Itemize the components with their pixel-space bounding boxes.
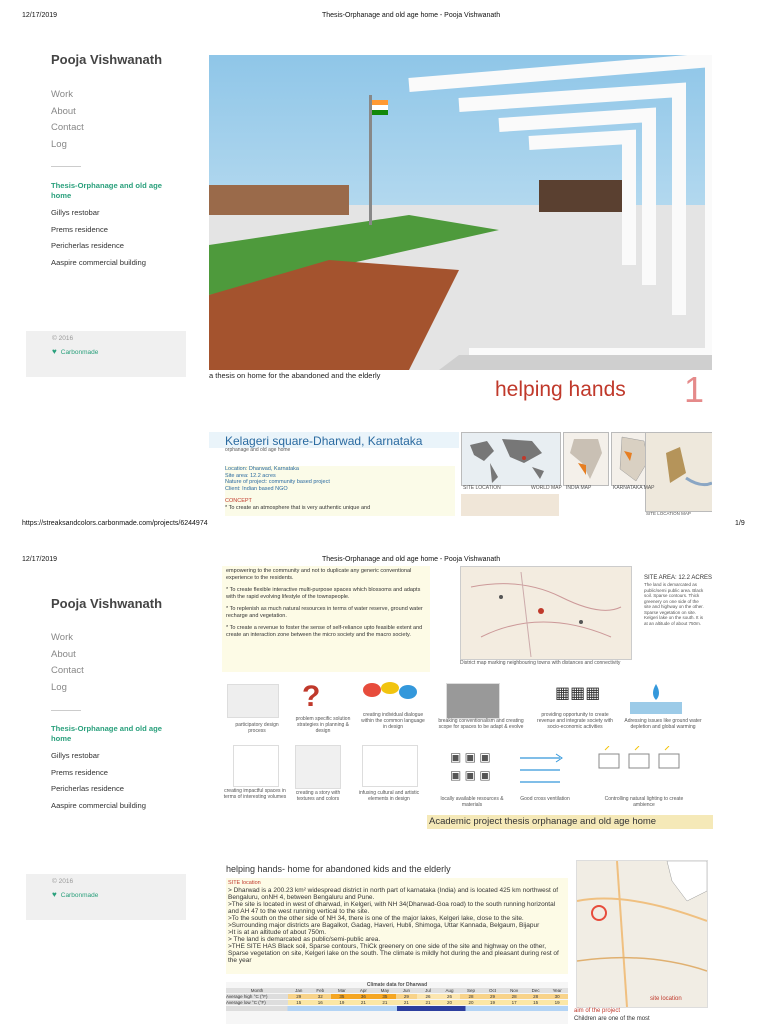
climate-row-high: Average high °C (°F) 29 32 35 36 35 29 26 26 28 29 28 28 30 — [226, 994, 568, 999]
render-image — [209, 55, 712, 370]
slide2 — [209, 432, 712, 516]
project-list-2 — [51, 724, 181, 814]
nav-contact-2[interactable]: Contact — [51, 665, 84, 676]
climate-row-low: Average low °C (°F) 15 16 19 21 21 21 21 20 20 19 17 15 19 — [226, 1000, 568, 1005]
lighting-icon — [595, 746, 705, 786]
icon-label-7: creating impactful spaces in terms of interesting volumes — [223, 788, 287, 800]
ventilation-icon — [516, 748, 568, 790]
dharwad-site-map — [576, 860, 708, 1008]
nav-log[interactable]: Log — [51, 138, 67, 150]
icon-label-4: breaking conventionalism and creating scope for spaces to be adapt & evolve — [438, 718, 524, 730]
india-map — [563, 432, 609, 486]
nav-divider-2 — [51, 710, 81, 711]
heart-icon: ♥ — [52, 347, 57, 356]
road-map-strip — [461, 494, 559, 516]
map-label-site: SITE LOCATION — [463, 485, 501, 491]
heart-icon: ♥ — [52, 890, 57, 899]
nav-about-2[interactable]: About — [51, 648, 76, 660]
print-date: 12/17/2019 — [22, 12, 58, 19]
slide2-info-box: Location: Dharwad, Karnataka Site area: 12.2 acres Nature of project: community based project Client: Indian based NGO CONCEPT * To create an atmosphere that is very authentic unique and — [225, 466, 455, 516]
project-item-thesis[interactable]: Thesis-Orphanage and old age home — [51, 181, 162, 200]
copyright: © 2016 — [52, 335, 74, 342]
hand-texture-icon — [295, 745, 341, 789]
project-item-aaspire-2[interactable]: Aaspire commercial building — [51, 800, 146, 810]
sidebar-footer — [26, 331, 186, 377]
project-item-pericherlas[interactable]: Pericherlas residence — [51, 241, 125, 250]
print-page-number: 1/9 — [735, 520, 745, 527]
nav-work-2[interactable]: Work — [51, 632, 73, 643]
project-item-prems-2[interactable]: Prems residence — [51, 767, 108, 777]
slide2-subtitle: orphanage and old age home — [225, 447, 291, 453]
project-item-gillys-2[interactable]: Gillys restobar — [51, 751, 100, 760]
site-area: SITE AREA: 12.2 ACRES — [644, 575, 713, 581]
project-item-aaspire[interactable]: Aaspire commercial building — [51, 257, 146, 267]
slide1-number: 1 — [684, 369, 705, 410]
slide1-caption — [209, 370, 712, 418]
water-drop-icon — [628, 682, 684, 716]
world-map — [461, 432, 561, 486]
climate-table: Climate data for Dharwad Month Jan Feb Mar Apr May Jun Jul Aug Sep Oct Nov Dec Year Average high °C (°F) 29 32 35 36 35 29 26 26 28 29 28 28 30 Average low °C (°F) 15 16 19 21 21 21 21 20 20 19 17 15 19 — [226, 982, 568, 1024]
copyright-2: © 2016 — [52, 878, 74, 885]
print-url: https://streaksandcolors.carbonmade.com/projects/6244974 — [22, 520, 208, 527]
shops-icon: ▦▦▦ — [555, 685, 601, 702]
print-title: Thesis-Orphanage and old age home - Pooja Vishwanath — [322, 12, 501, 19]
speech-bubbles-icon — [360, 680, 420, 706]
project-banner: Academic project thesis orphanage and old age home — [427, 815, 713, 829]
project-item-prems[interactable]: Prems residence — [51, 224, 108, 234]
aim-text: Children are one of the most — [574, 1016, 650, 1022]
slide1-title: helping hands — [495, 378, 626, 401]
icon-label-2: problem specific solution strategies in planning & design — [295, 716, 351, 734]
icon-label-12: Controlling natural lighting to create ambience — [604, 796, 684, 808]
nav-about[interactable]: About — [51, 105, 76, 117]
nav-contact[interactable]: Contact — [51, 122, 84, 133]
district-map-caption: District map marking neighbouring towns with distances and connectivity — [460, 660, 621, 666]
icon-label-9: infusing cultural and artistic elements in design — [358, 790, 420, 802]
slide2-title: Kelageri square-Dharwad, Karnataka — [225, 434, 423, 448]
climate-header-row: Month Jan Feb Mar Apr May Jun Jul Aug Sep Oct Nov Dec Year — [226, 988, 568, 993]
site-brand-2[interactable]: Pooja Vishwanath — [51, 596, 163, 611]
slide1-tagline: a thesis on home for the abandoned and the elderly — [209, 371, 381, 380]
breaking-wall-icon — [446, 683, 500, 719]
site-location-box: SITE location > Dharwad is a 200.23 km² widespread district in north part of karnataka (India) and is located 425 km northwest of Bengaluru, onNH 4, between Bengaluru and Pune. >The site is located in west of dharwad, in Kelgeri, with NH 34(Dharwad-Goa road) to the south running horizontal and AH 47 to the west running vertical to the site. >To the south on the other side of NH 34, there is one of the major lakes, Kelgeri lake, close to the site. >Surrounding major districts are Bagalkot, Gadag, Haveri, Hubli, Shimoga, Uttar Kannada, Belgaum, Bijapur >It is at an altitude of about 750m. > The land is demarcated as public/semi-public area. >THE SITE HAS Black soil, Sparse contours, ThiCk greenery on one side of the site and highway on the other, Sparse vegetation on site, Kelgeri lake on the south. The climate is mildly hot during the and pleasant during rest of the year — [226, 878, 568, 974]
site-brand[interactable]: Pooja Vishwanath — [51, 52, 163, 67]
site-location-map — [645, 432, 712, 512]
print-title-2: Thesis-Orphanage and old age home - Pooja Vishwanath — [322, 556, 501, 563]
icon-label-10: locally available resources & materials — [440, 796, 504, 808]
sidebar-footer-2 — [26, 874, 186, 920]
cubes-icon — [233, 745, 279, 787]
carbonmade-link[interactable]: ♥ Carbonmade — [52, 347, 99, 356]
question-icon: ? — [302, 680, 338, 716]
icon-label-6: Adressing issues like ground water depletion and global warming — [624, 718, 702, 730]
climate-row-precip — [226, 1006, 568, 1011]
slide4-title: helping hands- home for abandoned kids and the elderly — [226, 864, 451, 874]
carbonmade-link-2[interactable]: ♥ Carbonmade — [52, 890, 99, 899]
artistic-elements-icon — [362, 745, 418, 787]
map-label-site-location-map: SITE LOCATION MAP — [646, 511, 691, 516]
map-label-india: INDIA MAP — [566, 485, 592, 491]
nav-work[interactable]: Work — [51, 89, 73, 100]
district-map — [460, 566, 632, 660]
project-list — [51, 181, 181, 271]
icon-label-3: creating individual dialogue within the common language in design — [361, 712, 425, 730]
concept-text-box: empowering to the community and not to duplicate any generic conventional experience to the residents. * To create flexible interactive multi-purpose spaces which blossoms and adapts with the rapid evolving lifestyle of the townspeople. * To replenish as much natural resources in terms of water reserve, ground water recharge and vegetation. * To create a revenue to foster the sense of self-reliance upto feasible extent and create an interaction zone between the micro society and the macro society. — [222, 566, 430, 672]
aim-heading: aim of the project — [574, 1008, 621, 1014]
project-item-gillys[interactable]: Gillys restobar — [51, 208, 100, 217]
project-item-thesis-2[interactable]: Thesis-Orphanage and old age home — [51, 724, 162, 743]
nav-divider — [51, 166, 81, 167]
map-label-world: WORLD MAP — [531, 485, 562, 491]
icon-label-1: participatory design process — [235, 722, 279, 734]
nav-log-2[interactable]: Log — [51, 681, 67, 693]
site-notes: The land is demarcated as public/semi public area. Black soil. Sparse contours. Thick greenery on one side of the site and highway on the other. Sparse vegetation on site. Kelgeri lake on the south. It is at an altitude of about 750m. — [644, 582, 704, 626]
map-label-site-location: site location — [650, 996, 682, 1002]
main-nav-2 — [51, 630, 84, 696]
map-label-karnataka: KARNATAKA MAP — [613, 485, 655, 491]
print-date-2: 12/17/2019 — [22, 556, 58, 563]
main-nav — [51, 87, 84, 153]
people-icon — [227, 684, 279, 718]
icon-label-11: Good cross ventilation — [520, 796, 570, 802]
site-location-heading: SITE location — [228, 880, 261, 886]
icon-label-8: creating a story with textures and colors — [295, 790, 341, 802]
project-item-pericherlas-2[interactable]: Pericherlas residence — [51, 784, 125, 793]
icon-label-5: providing opportunity to create revenue and integrate society with socio-economic activities — [537, 712, 613, 730]
materials-icon: ▣ ▣ ▣ ▣ ▣ ▣ — [450, 748, 502, 790]
